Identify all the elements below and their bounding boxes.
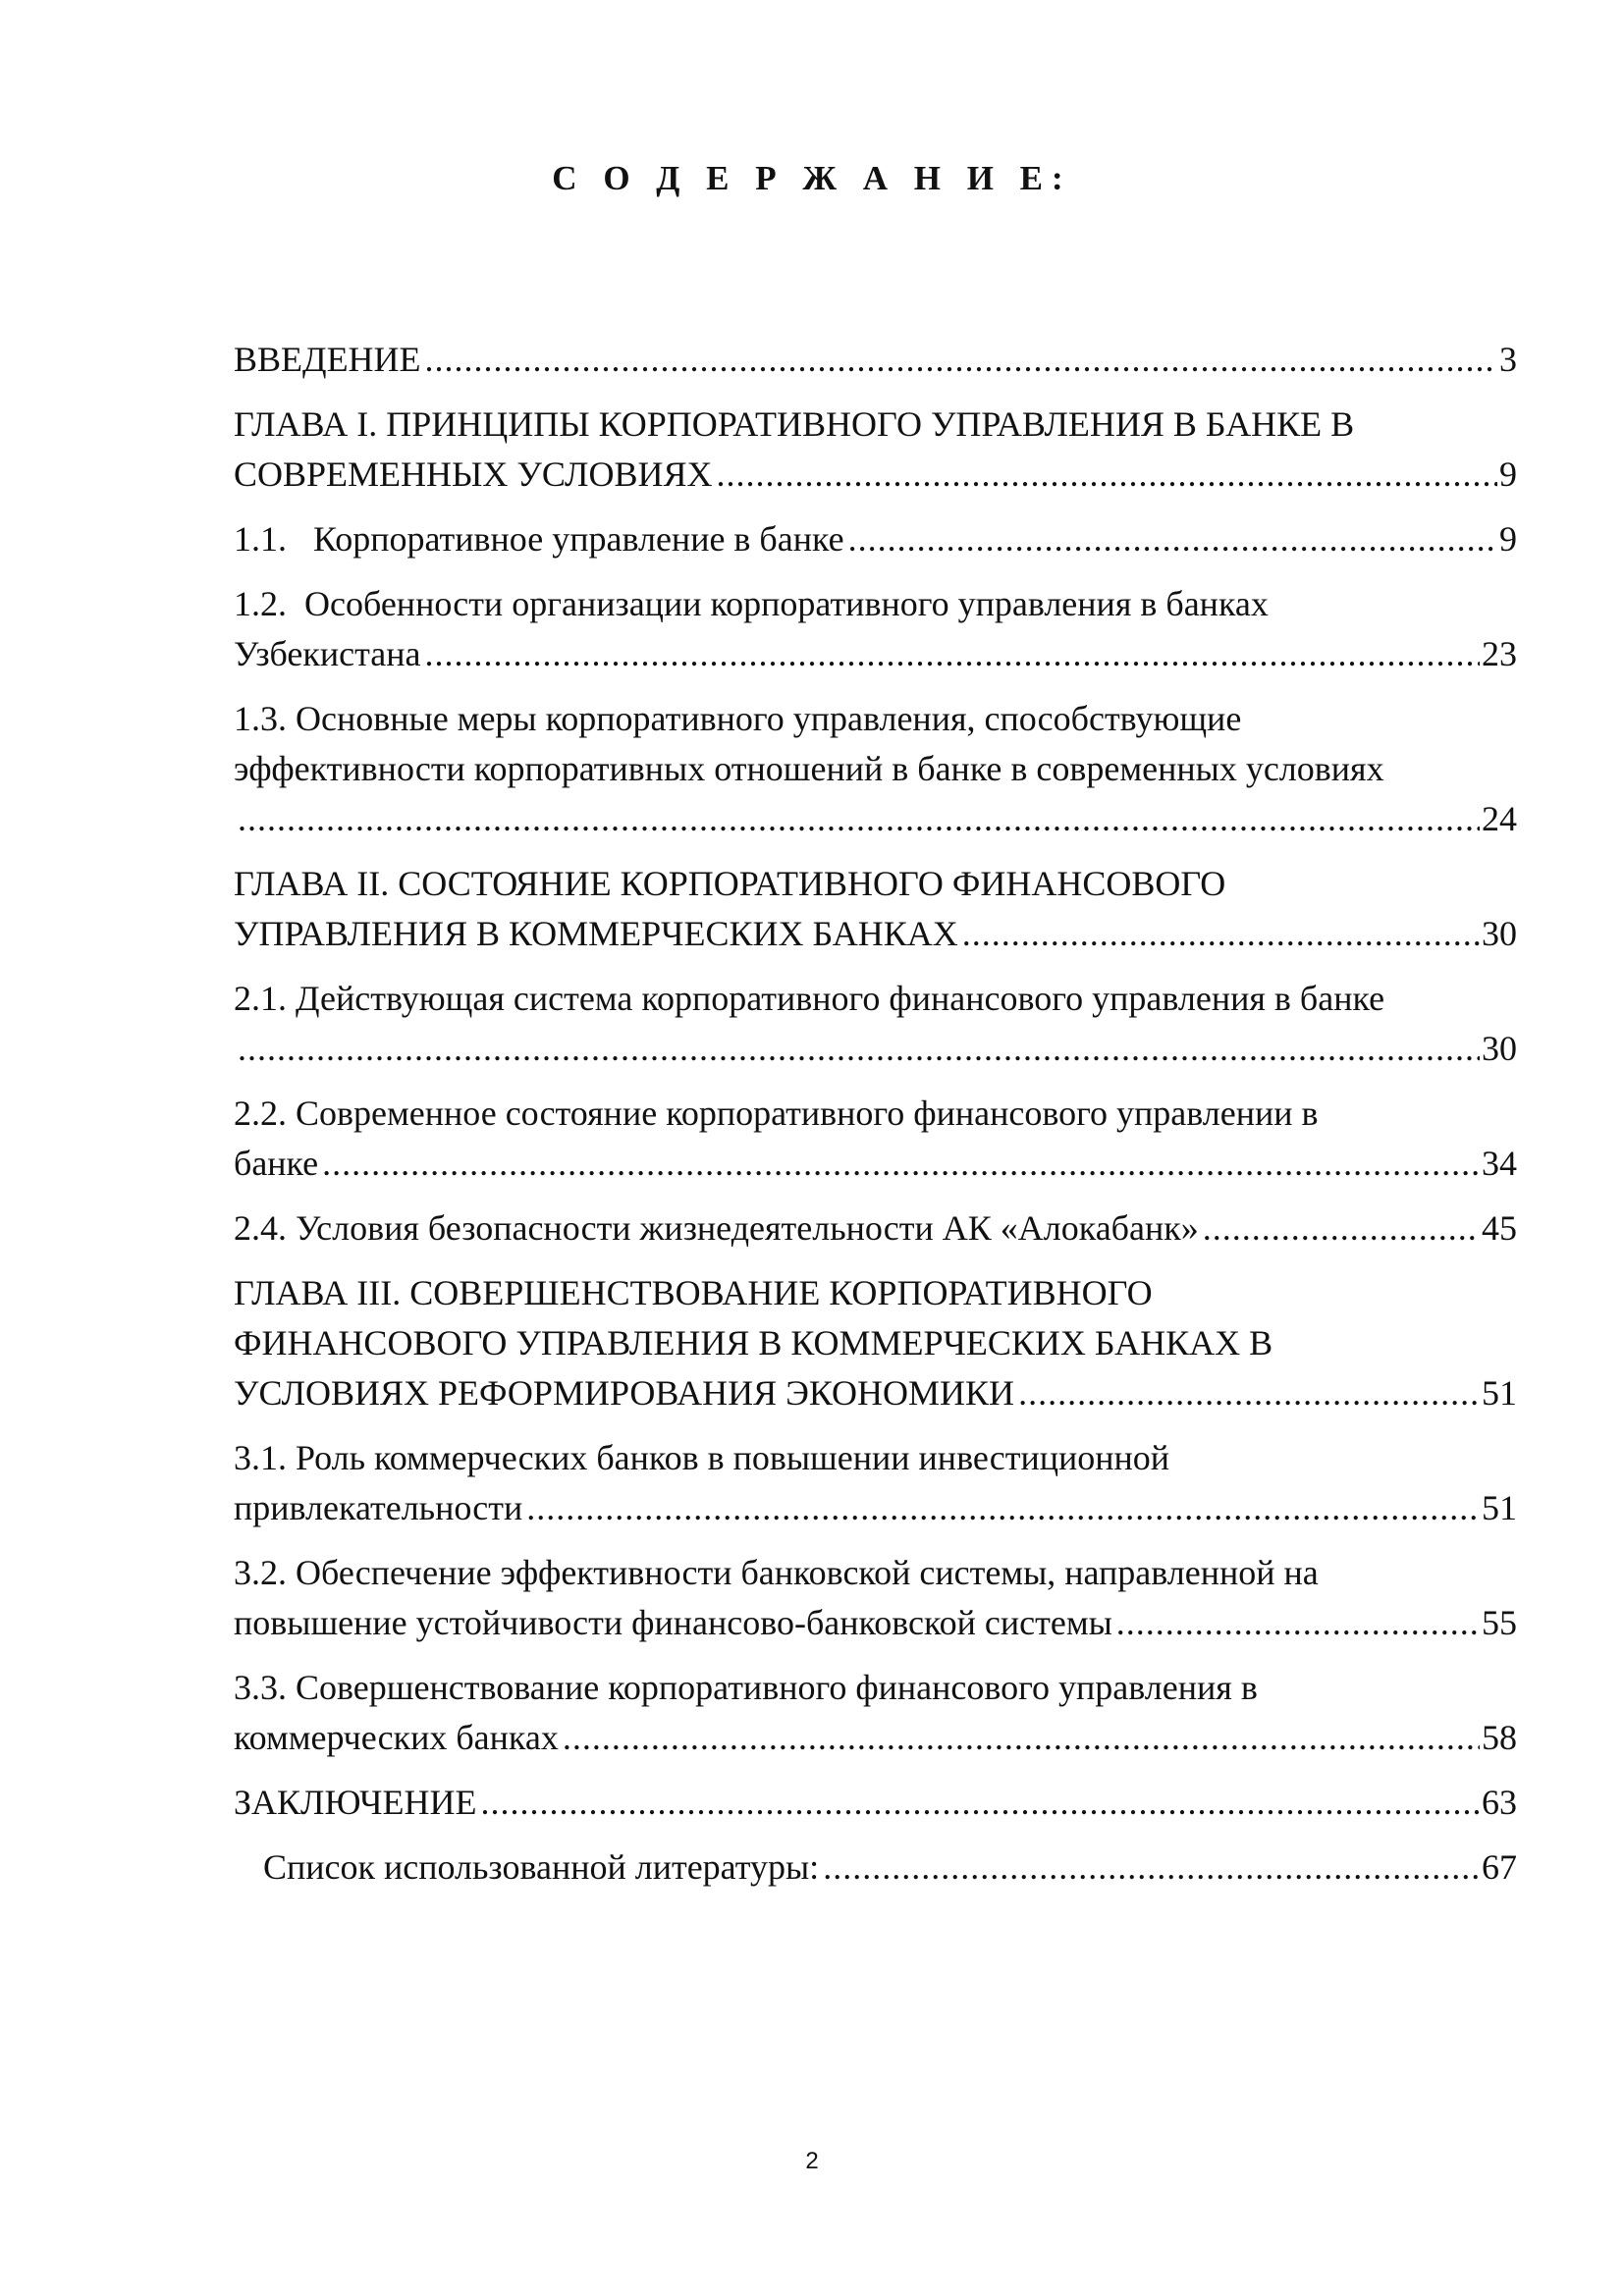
dot-leader	[716, 450, 1497, 500]
page-number: 2	[805, 2148, 819, 2174]
toc-entry-page: 24	[1482, 799, 1517, 838]
dot-leader	[563, 1713, 1480, 1763]
toc-entry-title: привлекательности	[234, 1488, 523, 1527]
toc-entry-title: УПРАВЛЕНИЯ В КОММЕРЧЕСКИХ БАНКАХ	[234, 914, 958, 953]
dot-leader	[823, 1842, 1480, 1893]
dot-leader	[480, 1778, 1480, 1828]
dot-leader	[526, 1483, 1480, 1533]
toc-entry-page: 9	[1499, 454, 1517, 494]
toc-entry	[234, 514, 1517, 564]
toc-entry-page: 23	[1482, 634, 1517, 673]
toc-entry-final-line	[234, 1368, 1517, 1418]
toc-entry-line: ГЛАВА I. ПРИНЦИПЫ КОРПОРАТИВНОГО УПРАВЛЕНИЯ В БАНКЕ В	[234, 404, 1355, 444]
toc-entry-page: 58	[1482, 1718, 1517, 1757]
toc-entry-page: 30	[1482, 914, 1517, 953]
dot-leader	[848, 514, 1497, 564]
toc-entry-final-line	[234, 1483, 1517, 1533]
toc-entry-title: УСЛОВИЯХ РЕФОРМИРОВАНИЯ ЭКОНОМИКИ	[234, 1373, 1015, 1413]
toc-entry-title: ЗАКЛЮЧЕНИЕ	[234, 1783, 477, 1822]
toc-entry-page: 51	[1482, 1488, 1517, 1527]
toc-entry-final-line	[234, 1139, 1517, 1189]
toc-entry-final-line	[234, 514, 1517, 564]
page-title: С О Д Е Р Ж А Н И Е:	[552, 159, 1072, 197]
toc-entry-line: 2.2. Современное состояние корпоративного финансового управлении в	[234, 1094, 1319, 1133]
toc-entry-page: 34	[1482, 1144, 1517, 1183]
toc-entry-page: 9	[1499, 519, 1517, 559]
dot-leader	[425, 335, 1497, 385]
toc-entry	[234, 1433, 1517, 1533]
toc-entry	[234, 694, 1517, 844]
toc-entry	[234, 1089, 1517, 1189]
toc-entry-title: 1.1. Корпоративное управление в банке	[234, 519, 844, 559]
toc-entry-title: повышение устойчивости финансово-банковской системы	[234, 1603, 1112, 1642]
dot-leader	[238, 794, 1480, 844]
toc-entry-final-line	[234, 629, 1517, 679]
toc-entry-final-line	[234, 1024, 1517, 1074]
toc-entry-line: ГЛАВА II. СОСТОЯНИЕ КОРПОРАТИВНОГО ФИНАНСОВОГО	[234, 864, 1226, 903]
toc-entry	[234, 1842, 1517, 1893]
toc-entry-page: 55	[1482, 1603, 1517, 1642]
toc-entry-title: коммерческих банках	[234, 1718, 559, 1757]
toc-entry-page: 45	[1482, 1208, 1517, 1248]
toc-entry-line: 1.3. Основные меры корпоративного управления, способствующие	[234, 699, 1242, 738]
toc-entry	[234, 1663, 1517, 1763]
toc-entry-final-line	[234, 1713, 1517, 1763]
toc-entry-final-line	[234, 335, 1517, 385]
toc-entry-page: 3	[1499, 340, 1517, 379]
toc-entry-final-line	[234, 1203, 1517, 1254]
toc-entry-line: эффективности корпоративных отношений в банке в современных условиях	[234, 749, 1384, 788]
toc-entry-title: Узбекистана	[234, 634, 421, 673]
toc-entry-title: 2.4. Условия безопасности жизнедеятельности АК «Алокабанк»	[234, 1208, 1199, 1248]
table-of-contents	[234, 335, 1517, 1907]
toc-entry-page: 51	[1482, 1373, 1517, 1413]
toc-entry-line: 1.2. Особенности организации корпоративного управления в банках	[234, 584, 1269, 623]
toc-entry-final-line	[234, 1778, 1517, 1828]
toc-entry-title: ВВЕДЕНИЕ	[234, 340, 421, 379]
toc-entry-line: 3.2. Обеспечение эффективности банковской системы, направленной на	[234, 1553, 1319, 1592]
toc-entry-line: ФИНАНСОВОГО УПРАВЛЕНИЯ В КОММЕРЧЕСКИХ БАНКАХ В	[234, 1323, 1273, 1362]
toc-entry-line: 2.1. Действующая система корпоративного финансового управления в банке	[234, 979, 1385, 1018]
toc-entry	[234, 1268, 1517, 1418]
dot-leader	[322, 1139, 1480, 1189]
toc-entry	[234, 1778, 1517, 1828]
dot-leader	[1018, 1368, 1480, 1418]
toc-entry-page: 63	[1482, 1783, 1517, 1822]
toc-entry-line: 3.1. Роль коммерческих банков в повышении инвестиционной	[234, 1438, 1170, 1477]
toc-entry-final-line	[234, 450, 1517, 500]
dot-leader	[1116, 1598, 1480, 1648]
toc-entry	[234, 1548, 1517, 1648]
toc-entry	[234, 974, 1517, 1074]
dot-leader	[1203, 1203, 1480, 1254]
dot-leader	[425, 629, 1481, 679]
dot-leader	[238, 1024, 1480, 1074]
toc-entry-final-line	[234, 909, 1517, 959]
toc-entry-title: Список использованной литературы:	[263, 1847, 820, 1887]
toc-entry-final-line	[234, 1598, 1517, 1648]
toc-entry	[234, 579, 1517, 679]
toc-entry-page: 67	[1482, 1847, 1517, 1887]
dot-leader	[962, 909, 1480, 959]
toc-entry-title: СОВРЕМЕННЫХ УСЛОВИЯХ	[234, 454, 713, 494]
toc-entry-page: 30	[1482, 1029, 1517, 1068]
toc-entry	[234, 859, 1517, 959]
toc-entry-final-line	[234, 794, 1517, 844]
toc-entry-final-line	[263, 1842, 1517, 1893]
toc-entry	[234, 335, 1517, 385]
toc-entry	[234, 400, 1517, 500]
toc-entry-line: 3.3. Совершенствование корпоративного финансового управления в	[234, 1668, 1258, 1707]
toc-entry-line: ГЛАВА III. СОВЕРШЕНСТВОВАНИЕ КОРПОРАТИВНОГО	[234, 1273, 1153, 1312]
toc-entry	[234, 1203, 1517, 1254]
toc-entry-title: банке	[234, 1144, 319, 1183]
